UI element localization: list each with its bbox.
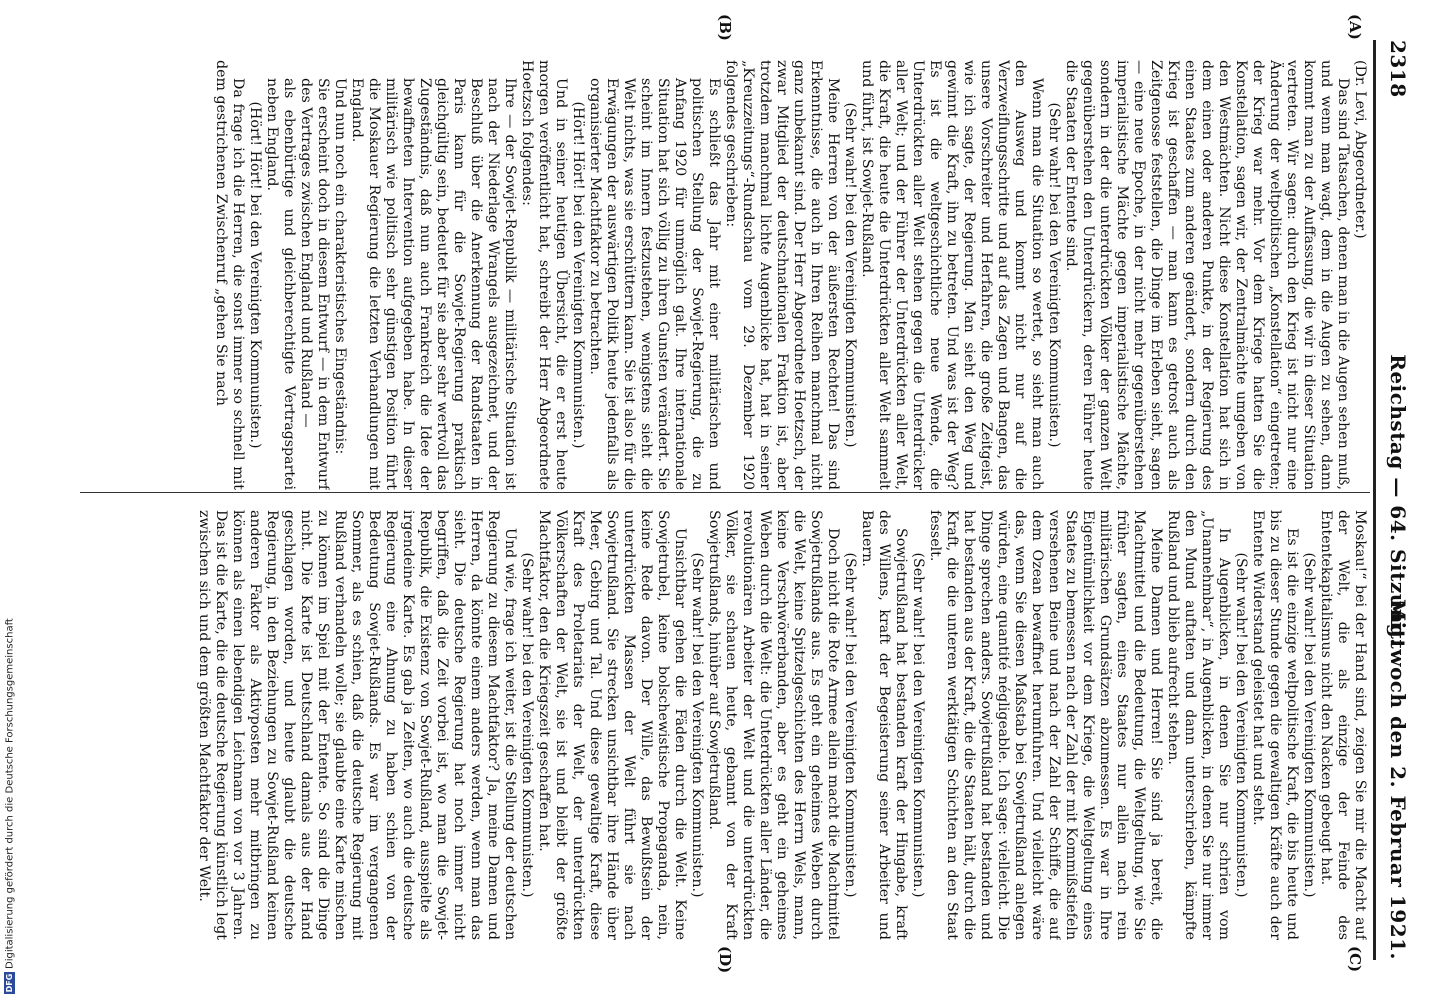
interjection: (Sehr wahr! bei den Vereinigten Kommunisten.) [1301,552,1317,898]
margin-mark-c: (C) [1346,946,1364,973]
paragraph: Unsichtbar gehen die Fäden durch die Welt. Keine Sowjetrubel, keine bolschewistische Propaganda, nein, keine Rede davon. Der Wille, das Bewußtsein der unterdrückten Massen der Welt führt sie nach Sowjetrußland. Sie strecken unsichtbar ihre Hände über Meer, Gebirg und Tal. Und diese gewaltige Kraft, diese Kraft des Proletariats der Welt, der unterdrückten Völkerschaften der Welt, sie ist und bleibt der größte Machtfaktor, den die Kriegszeit geschaffen hat. [536,510,688,940]
paragraph: Es ist die einzige weltpolitische Kraft, die bis heute und bis zu dieser Stunde gegen die gewaltigen Kräfte auch der Entente Widerstand geleistet hat und steht. [1250,510,1300,940]
interjection: (Sehr wahr! bei den Vereinigten Kommunisten.) [519,552,535,898]
paragraph: als ebenbürtige und gleichberechtigte Vertragspartei neben England. [264,78,297,490]
paragraph: In Augenblicken, in denen Sie nur schrien vom „Unannehmbar“, in Augenblicken, in denen Sie nur immer den Mund auftaten und dann unterschrieben, kämpfte Rußland und blieb aufrecht stehen. [1165,510,1232,940]
paragraph: Da frage ich die Herren, die sonst immer so schnell mit dem gestrichenen Zwischenruf „gehen Sie nach [213,60,246,490]
left-text-column [118,60,1368,490]
session-date: Mittwoch den 2. Februar 1921. [1386,599,1410,960]
paragraph: Wenn man die Situation so wertet, so sieht man auch den Ausweg und kommt nicht nur auf die Verzweiflungsschritte und auf das Zagen und Bangen, das unsere Vorschreiter und Herfahren, die große Zeitgeist, wie ich sagte, der Regierung. Man sieht den Weg und gewinnt die Kraft, ihn zu betreten. Und was ist der Weg? Es ist die weltgeschichtliche neue Wende, die Unterdrückten aller Welt stehen gegen die Unterdrücker aller Welt; und der Führer der Unterdrückten aller Welt, die Kraft, die heute die Unterdrückten aller Welt sammelt und führt, ist Sowjet-Rußland. [859,60,1045,490]
paragraph: Sowjetrußland hat bestanden kraft der Hingabe, kraft des Willens, kraft der Begeisterung seiner Arbeiter und Bauern. [859,510,909,940]
paragraph: Und wie, frage ich weiter, ist die Stellung der deutschen Regierung zu diesem Machtfaktor? Ja, meine Damen und Herren, da könnte einem anders werden, wenn man das sieht. Die deutsche Regierung hat noch immer nicht begriffen, daß die Zeit vorbei ist, wo man die Sowjet-Republik, die Existenz von Sowjet-Rußland, ausspielte als irgendeine Karte. Es gab ja Zeiten, wo auch die deutsche Regierung eine Ahnung zu haben schien von der Bedeutung Sowjet-Rußlands. Es war im vergangenen Sommer, als es schien, daß die deutsche Regierung mit Rußland verhandeln wolle; sie glaubte eine Karte mischen zu können im Spiel mit der Entente. So sind die Dinge nicht. Die Karte ist Deutschland damals aus der Hand geschlagen worden, und heute glaubt die deutsche Regierung, in den Beziehungen zu Sowjet-Rußland keinen anderen Faktor als Aktivposten mehr mitbringen zu können als einen lebendigen Leichnam von vor 3 Jahren. Das ist die Karte, die die deutsche Regierung künstlich legt zwischen sich und dem größten Machtfaktor der Welt. [196,510,518,940]
paragraph: Das sind Tatsachen, denen man in die Augen sehen muß, und wenn man wagt, dem in die Augen zu sehen, dann kommt man zu der Auffassung, die wir in dieser Situation vertreten. Wir sagen: durch den Krieg ist nicht nur eine Änderung der weltpolitischen „Konstellation“ eingetreten; der Krieg war mehr. Vor dem Kriege hatten Sie die Konstellation, sagen wir, der Zentralmächte umgeben von den Westmächten. Nicht diese Konstellation hat sich in dem einen oder anderen Punkte, in der Regierung des einen Staates zum anderen geändert, sondern durch den Krieg ist geschaffen — man kann es getrost auch als Zeitgenosse feststellen, die Dinge im Erleben sieht, sagen — eine neue Epoche, in der nicht mehr gegenüberstehen imperialistische Mächte gegen imperialistische Mächte, sondern in der die unterdrückten Völker der ganzen Welt gegenüberstehen den Unterdrückern, deren Führer heute die Staaten der Entente sind. [1063,60,1351,490]
credit-text: Digitalisierung gefördert durch die Deutsche Forschungsgemeinschaft [4,618,16,969]
paragraph: Sie erscheint doch in diesem Entwurf — in dem Entwurf des Vertrages zwischen England und Rußland — [298,78,331,490]
paragraph: (Dr. Levi, Abgeordneter.) [1352,60,1368,239]
paragraph: Und nun noch ein charakteristisches Eingeständnis: [332,78,348,455]
interjection: (Sehr wahr! bei den Vereinigten Kommunisten.) [1046,102,1062,448]
margin-mark-b: (B) [716,14,734,41]
right-text-column [118,510,1368,940]
margin-mark-d: (D) [716,946,734,974]
interjection: (Sehr wahr! bei den Vereinigten Kommunisten.) [842,552,858,898]
interjection: (Hört! Hört! bei den Vereinigten Kommunisten.) [247,101,263,449]
interjection: (Sehr wahr! bei den Vereinigten Kommunisten.) [910,552,926,898]
paragraph: Und in seiner heutigen Übersicht, die er erst heute morgen veröffentlicht hat, schreibt der Herr Abgeordnete Hoetzsch folgendes: [519,60,569,490]
interjection: (Sehr wahr! bei den Vereinigten Kommunisten.) [1233,552,1249,898]
dfg-logo: DFG [5,973,14,993]
page-header [1378,40,1414,960]
interjection: (Hört! Hört! bei den Vereinigten Kommunisten.) [570,101,586,449]
paragraph: Meine Damen und Herren! Sie sind ja bereit, die Machtmittel und die Bedeutung, die Weltgeltung, wie Sie früher sagten, eines Staates nur allein nach rein militärischen Grundsätzen abzumessen. Es war in Ihre Eigentümlichkeit vor dem Kriege, die Weltgeltung eines Staates zu bemessen nach der Zahl der mit Kommißstiefeln versehenen Beine und nach der Zahl der Schiffe, die auf dem Ozean bewaffnet herumfuhren. Und vielleicht wäre das, wenn Sie diesen Maßstab bei Sowjetrußland anlegen würden, eine quantité négligeable. Ich sage: vielleicht. Die Dinge sprechen anders. Sowjetrußland hat bestanden und hat bestanden aus der Kraft, die die Staaten hält, durch die Kraft, die die unteren werktätigen Schichten an den Staat fesselt. [927,510,1164,940]
paragraph: Ihre — der Sowjet-Republik — militärische Situation ist nach der Niederlage Wrangels ausgezeichnet, und der Beschluß über die Anerkennung der Randstaaten in Paris kann für die Sowjet-Regierung praktisch gleichgültig sein, bedeutet für sie aber sehr wertvoll das Zugeständnis, daß nun auch Frankreich die Idee der bewaffneten Intervention aufgegeben habe. In dieser militärisch wie politisch sehr günstigen Position führt die Moskauer Regierung die letzten Verhandlungen mit England. [349,78,518,490]
digitization-credit [4,604,22,994]
margin-mark-a: (A) [1346,14,1364,40]
interjection: (Sehr wahr! bei den Vereinigten Kommunisten.) [842,102,858,448]
paragraph: Moskau!“ bei der Hand sind, zeigen Sie mir die Macht auf der Welt, die als einzige der Feinde des Ententekapitalismus nicht den Nacken gebeugt hat. [1318,510,1368,940]
paragraph: Meine Herren von der äußersten Rechten! Das sind Erkenntnisse, die auch in Ihren Reihen manchmal nicht ganz unbekannt sind. Der Herr Abgeordnete Hoetzsch, der zwar Mitglied der deutschnationalen Fraktion ist, aber trotzdem manchmal lichte Augenblicke hat, hat in seiner „Kreuzzeitungs“-Rundschau vom 29. Dezember 1920 folgendes geschrieben: [723,60,841,490]
header-rule [1373,40,1376,960]
page-title: Reichstag — 64. Sitzung. [1386,354,1410,646]
page-number: 2318 [1386,40,1410,98]
paragraph: Doch nicht die Rote Armee allein macht die Machtmittel Sowjetrußlands aus. Es geht ein geheimes Weben durch die Welt, keine Spitzelgeschichten des Herrn Wels, mann, keine Verschwörerbanden, aber es geht ein geheimes Weben durch die Welt: die Unterdrückten aller Länder, die revolutionären Arbeiter der Welt und die unterdrückten Völker, sie schauen heute, gebannt von der Kraft Sowjetrußlands, hinüber auf Sowjetrußland. [706,510,841,940]
interjection: (Sehr wahr! bei den Vereinigten Kommunisten.) [689,552,705,898]
column-divider [80,492,1370,493]
paragraph: Es schließt das Jahr mit einer militärischen und politischen Stellung der Sowjet-Regierung, die zu Anfang 1920 für unmöglich galt. Ihre internationale Situation hat sich völlig zu ihren Gunsten verändert. Sie scheint im Innern festzustehen, wenigstens sieht die Welt nichts, was sie erschüttern kann. Sie ist also für die Erwägungen der auswärtigen Politik heute jedenfalls als organisierter Machtfaktor zu betrachten. [587,78,722,490]
